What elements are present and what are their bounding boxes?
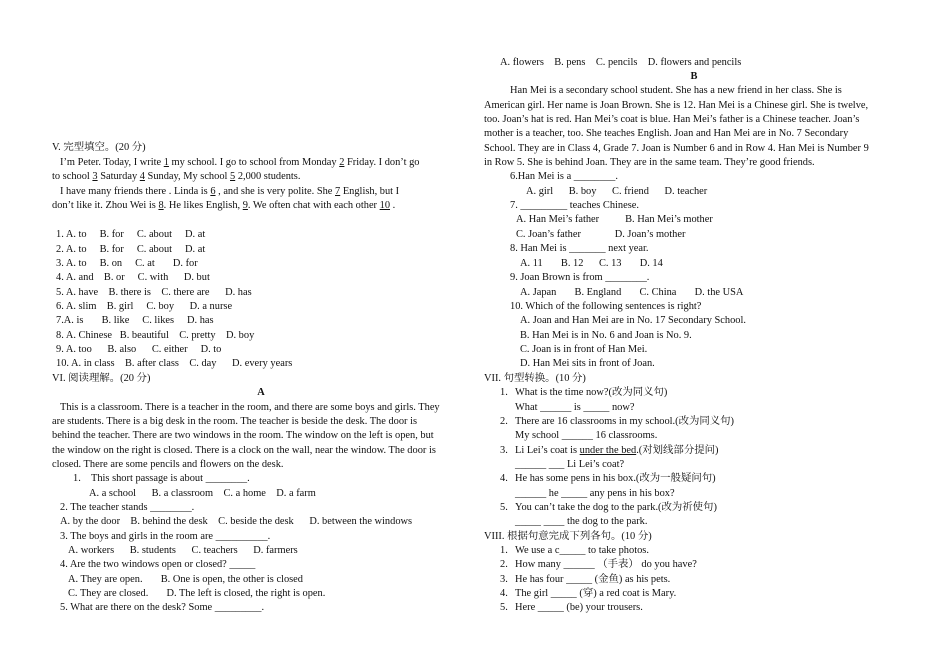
blank-5: 5 (230, 171, 236, 182)
question-options: C. Joan’s father D. Joan’s mother (516, 229, 686, 240)
item-number: 4. (500, 473, 508, 484)
cloze-option-row: 9. A. too B. also C. either D. to (56, 344, 222, 355)
section-8-heading: VIII. 根据句意完成下列各句。(10 分) (484, 531, 652, 542)
section-5-heading: V. 完型填空。(20 分) (52, 142, 146, 153)
section-7-heading: VII. 句型转换。(10 分) (484, 373, 586, 384)
item-number: 2. (500, 416, 508, 427)
blank-4: 4 (139, 171, 145, 182)
question-options: C. Joan is in front of Han Mei. (520, 344, 648, 355)
item-number: 2. (500, 559, 508, 570)
question-options: D. Han Mei sits in front of Joan. (520, 358, 655, 369)
passage-a-line: This is a classroom. There is a teacher in the room, and there are some boys and girls. They (60, 402, 440, 413)
item-number: 3. (500, 574, 508, 585)
transform-question: Li Lei’s coat is under the bed.(对划线部分提问) (515, 445, 719, 456)
passage-a-line: the window on the right is closed. There is a clock on the wall, near the window. The door is (52, 445, 436, 456)
question: 6.Han Mei is a ________. (510, 171, 618, 182)
question-options: A. by the door B. behind the desk C. beside the desk D. between the windows (60, 516, 413, 527)
cloze-option-row: 3. A. to B. on C. at D. for (56, 258, 198, 269)
cloze-option-row: 1. A. to B. for C. about D. at (56, 229, 206, 240)
question: 7. _________ teaches Chinese. (510, 200, 639, 211)
question-options: A. girl B. boy C. friend D. teacher (526, 186, 708, 197)
fill-in-sentence: How many ______ （手表） do you have? (515, 559, 697, 570)
transform-question: You can’t take the dog to the park.(改为祈使句) (515, 502, 717, 513)
blank-9: 9 (242, 200, 248, 211)
question: 8. Han Mei is _______ next year. (510, 243, 649, 254)
item-number: 5. (500, 502, 508, 513)
question: 2. The teacher stands ________. (60, 502, 195, 513)
item-number: 3. (500, 445, 508, 456)
cloze-paragraph-line: don’t like it. Zhou Wei is 8. He likes English, 9. We often chat with each other 10 . (52, 200, 396, 211)
passage-a-line: are students. There is a big desk in the room. The teacher is beside the desk. The door is (52, 416, 418, 427)
underlined-phrase: under the bed (579, 445, 637, 456)
transform-answer-line: _____ ____ the dog to the park. (515, 516, 648, 527)
fill-in-sentence: The girl _____ (穿) a red coat is Mary. (515, 588, 677, 599)
question: 5. What are there on the desk? Some _________. (60, 602, 265, 613)
cloze-option-row: 8. A. Chinese B. beautiful C. pretty D. boy (56, 330, 255, 341)
passage-a-line: closed. There are some pencils and flowers on the desk. (52, 459, 284, 470)
question: 1. This short passage is about ________. (73, 473, 250, 484)
cloze-option-row: 7.A. is B. like C. likes D. has (56, 315, 214, 326)
passage-b-line: School. They are in Class 4, Grade 7. Joan is Number 6 and in Row 4. Han Mei is Number 9 (484, 143, 869, 154)
fill-in-sentence: He has four _____ (金鱼) as his pets. (515, 574, 671, 585)
question: 10. Which of the following sentences is right? (510, 301, 702, 312)
cloze-option-row: 10. A. in class B. after class C. day D. every years (56, 358, 293, 369)
transform-answer-line: ______ he _____ any pens in his box? (515, 488, 675, 499)
passage-b-line: Han Mei is a secondary school student. She has a new friend in her class. She is (510, 85, 842, 96)
item-number: 1. (500, 545, 508, 556)
cloze-option-row: 2. A. to B. for C. about D. at (56, 244, 206, 255)
passage-b-line: in Row 5. She is behind Joan. They are in the same team. They’re good friends. (484, 157, 815, 168)
question-options: A. workers B. students C. teachers D. farmers (68, 545, 298, 556)
question-options: A. flowers B. pens C. pencils D. flowers and pencils (500, 57, 742, 68)
question: 9. Joan Brown is from ________. (510, 272, 650, 283)
question-options: A. Joan and Han Mei are in No. 17 Secondary School. (520, 315, 746, 326)
cloze-option-row: 6. A. slim B. girl C. boy D. a nurse (56, 301, 233, 312)
blank-3: 3 (92, 171, 98, 182)
item-number: 4. (500, 588, 508, 599)
question-options: A. They are open. B. One is open, the other is closed (68, 574, 303, 585)
transform-answer-line: My school ______ 16 classrooms. (515, 430, 658, 441)
blank-7: 7 (335, 186, 341, 197)
passage-a-title: A (257, 387, 265, 398)
passage-b-title: B (690, 71, 698, 82)
item-number: 1. (500, 387, 508, 398)
question-options: A. a school B. a classroom C. a home D. a farm (89, 488, 316, 499)
cloze-paragraph-line: I have many friends there . Linda is 6 , and she is very polite. She 7 English, but I (60, 186, 400, 197)
question-options: A. Han Mei’s father B. Han Mei’s mother (516, 214, 713, 225)
blank-6: 6 (210, 186, 216, 197)
blank-2: 2 (339, 157, 345, 168)
passage-a-line: behind the teacher. There are two windows in the room. The window on the left is open, but (52, 430, 434, 441)
section-6-heading: VI. 阅读理解。(20 分) (52, 373, 151, 384)
transform-answer-line: What ______ is _____ now? (515, 402, 635, 413)
cloze-option-row: 4. A. and B. or C. with D. but (56, 272, 210, 283)
passage-b-line: American girl. Her name is Joan Brown. She is 12. Han Mei is a Chinese girl. She is twelve, (484, 100, 869, 111)
cloze-paragraph-line: to school 3 Saturday 4 Sunday, My school 5 2,000 students. (52, 171, 301, 182)
transform-answer-line: ______ ___ Li Lei’s coat? (515, 459, 625, 470)
fill-in-sentence: We use a c_____ to take photos. (515, 545, 649, 556)
question-options: C. They are closed. D. The left is closed, the right is open. (68, 588, 326, 599)
question-options: B. Han Mei is in No. 6 and Joan is No. 9. (520, 330, 692, 341)
question: 3. The boys and girls in the room are __________. (60, 531, 271, 542)
fill-in-sentence: Here _____ (be) your trousers. (515, 602, 643, 613)
transform-question: What is the time now?(改为同义句) (515, 387, 668, 398)
passage-b-line: mother is a teacher, too. She teaches English. Joan and Han Mei are in No. 7 Secondary (484, 128, 849, 139)
cloze-option-row: 5. A. have B. there is C. there are D. has (56, 287, 252, 298)
question-options: A. Japan B. England C. China D. the USA (520, 287, 744, 298)
cloze-paragraph-line: I’m Peter. Today, I write 1 my school. I go to school from Monday 2 Friday. I don’t go (60, 157, 420, 168)
blank-10: 10 (379, 200, 391, 211)
question: 4. Are the two windows open or closed? _____ (60, 559, 256, 570)
transform-question: There are 16 classrooms in my school.(改为同义句) (515, 416, 735, 427)
passage-b-line: too. Joan’s hat is red. Han Mei’s coat is blue. Han Mei’s father is a Chinese teacher. Joan’s (484, 114, 860, 125)
blank-8: 8 (158, 200, 164, 211)
question-options: A. 11 B. 12 C. 13 D. 14 (520, 258, 663, 269)
transform-question: He has some pens in his box.(改为一般疑问句) (515, 473, 716, 484)
item-number: 5. (500, 602, 508, 613)
blank-1: 1 (163, 157, 169, 168)
